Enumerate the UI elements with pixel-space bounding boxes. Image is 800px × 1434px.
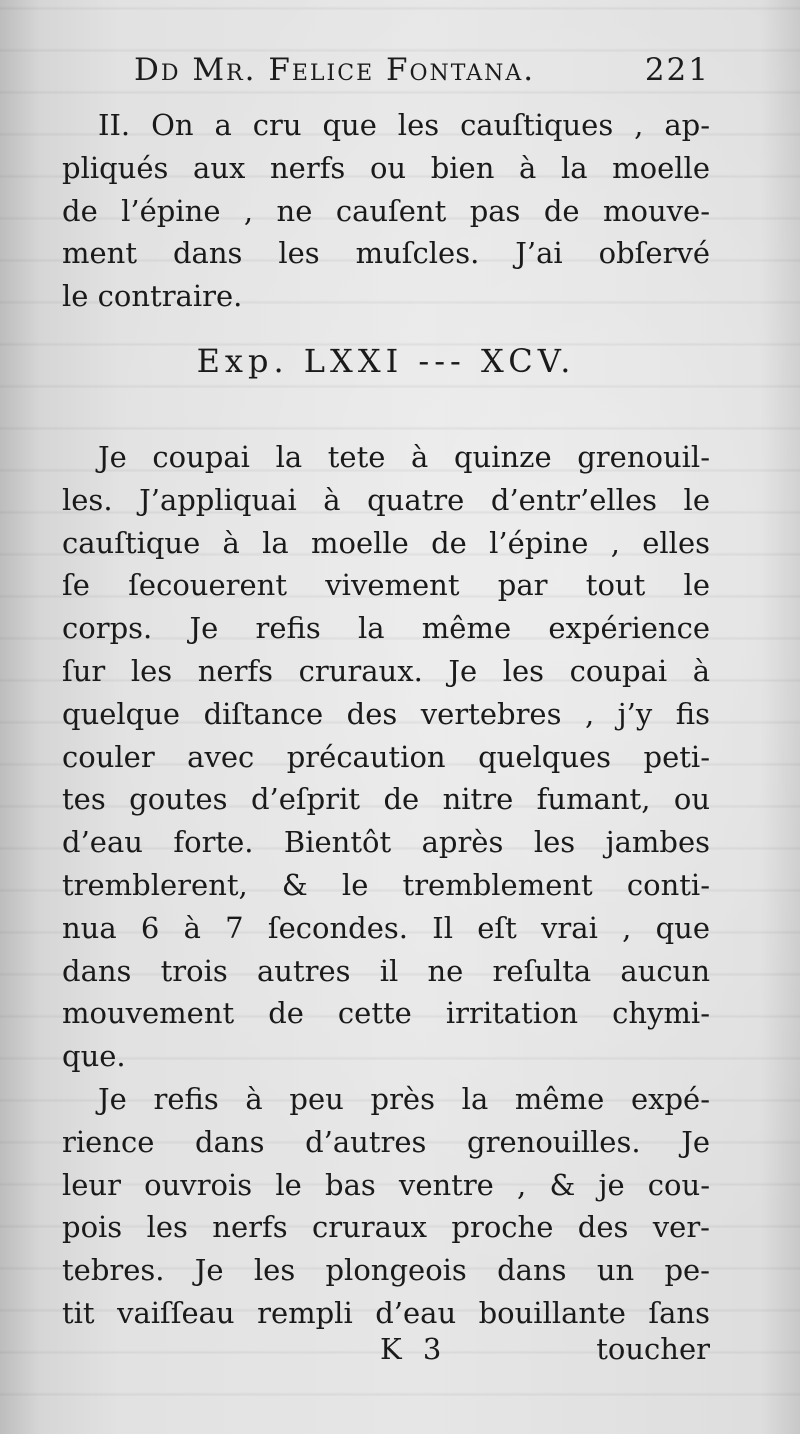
text-line: les. J’appliquai à quatre d’entr’elles le	[62, 482, 710, 517]
text-line: nua 6 à 7 ſecondes. Il eſt vrai , que	[62, 910, 710, 945]
page-number: 221	[644, 52, 710, 88]
text-line: rience dans d’autres grenouilles. Je	[62, 1124, 710, 1159]
text-line: Je coupai la tete à quinze grenouil-	[98, 439, 710, 474]
running-title: Dd Mr. Felice Fontana.	[134, 52, 536, 88]
text-line: le contraire.	[62, 279, 243, 314]
text-line: leur ouvrois le bas ventre , & je cou-	[62, 1167, 710, 1202]
text-line: pliqués aux nerfs ou bien à la moelle	[62, 150, 710, 185]
text-line: quelque diſtance des vertebres , j’y fis	[62, 696, 710, 731]
text-line: d’eau forte. Bientôt après les jambes	[62, 825, 710, 860]
paragraph-1	[62, 436, 710, 1078]
text-line: II. On a cru que les cauſtiques , ap-	[98, 108, 710, 142]
section-ii	[62, 104, 710, 318]
text-line: couler avec précaution quelques peti-	[62, 739, 710, 774]
catchword: toucher	[596, 1332, 710, 1366]
text-line: tebres. Je les plongeois dans un pe-	[62, 1253, 710, 1288]
text-line: de l’épine , ne cauſent pas de mouve-	[62, 193, 710, 228]
text-line: ment dans les muſcles. J’ai obſervé	[62, 236, 710, 271]
paragraph-2	[62, 1078, 710, 1335]
text-line: cauſtique à la moelle de l’épine , elles	[62, 525, 710, 560]
running-head	[134, 52, 710, 96]
text-line: que.	[62, 1039, 126, 1074]
text-line: ſe ſecouerent vivement par tout le	[62, 568, 710, 603]
text-line: pois les nerfs cruraux proche des ver-	[62, 1210, 710, 1245]
experiment-heading: Exp. LXXI --- XCV.	[196, 341, 576, 380]
text-line: ſur les nerfs cruraux. Je les coupai à	[62, 653, 710, 688]
signature-mark: K 3	[380, 1332, 448, 1366]
text-line: dans trois autres il ne reſulta aucun	[62, 953, 710, 988]
body-text	[62, 104, 710, 1335]
text-line: mouvement de cette irritation chymi-	[62, 996, 710, 1031]
text-line: tremblerent, & le tremblement conti-	[62, 867, 710, 902]
text-line: tit vaiſſeau rempli d’eau bouillante ſans	[62, 1295, 710, 1330]
text-line: tes goutes d’eſprit de nitre fumant, ou	[62, 782, 710, 817]
text-line: Je refis à peu près la même expé-	[98, 1081, 710, 1116]
text-line: corps. Je refis la même expérience	[62, 611, 710, 646]
page-footer	[62, 1332, 710, 1376]
